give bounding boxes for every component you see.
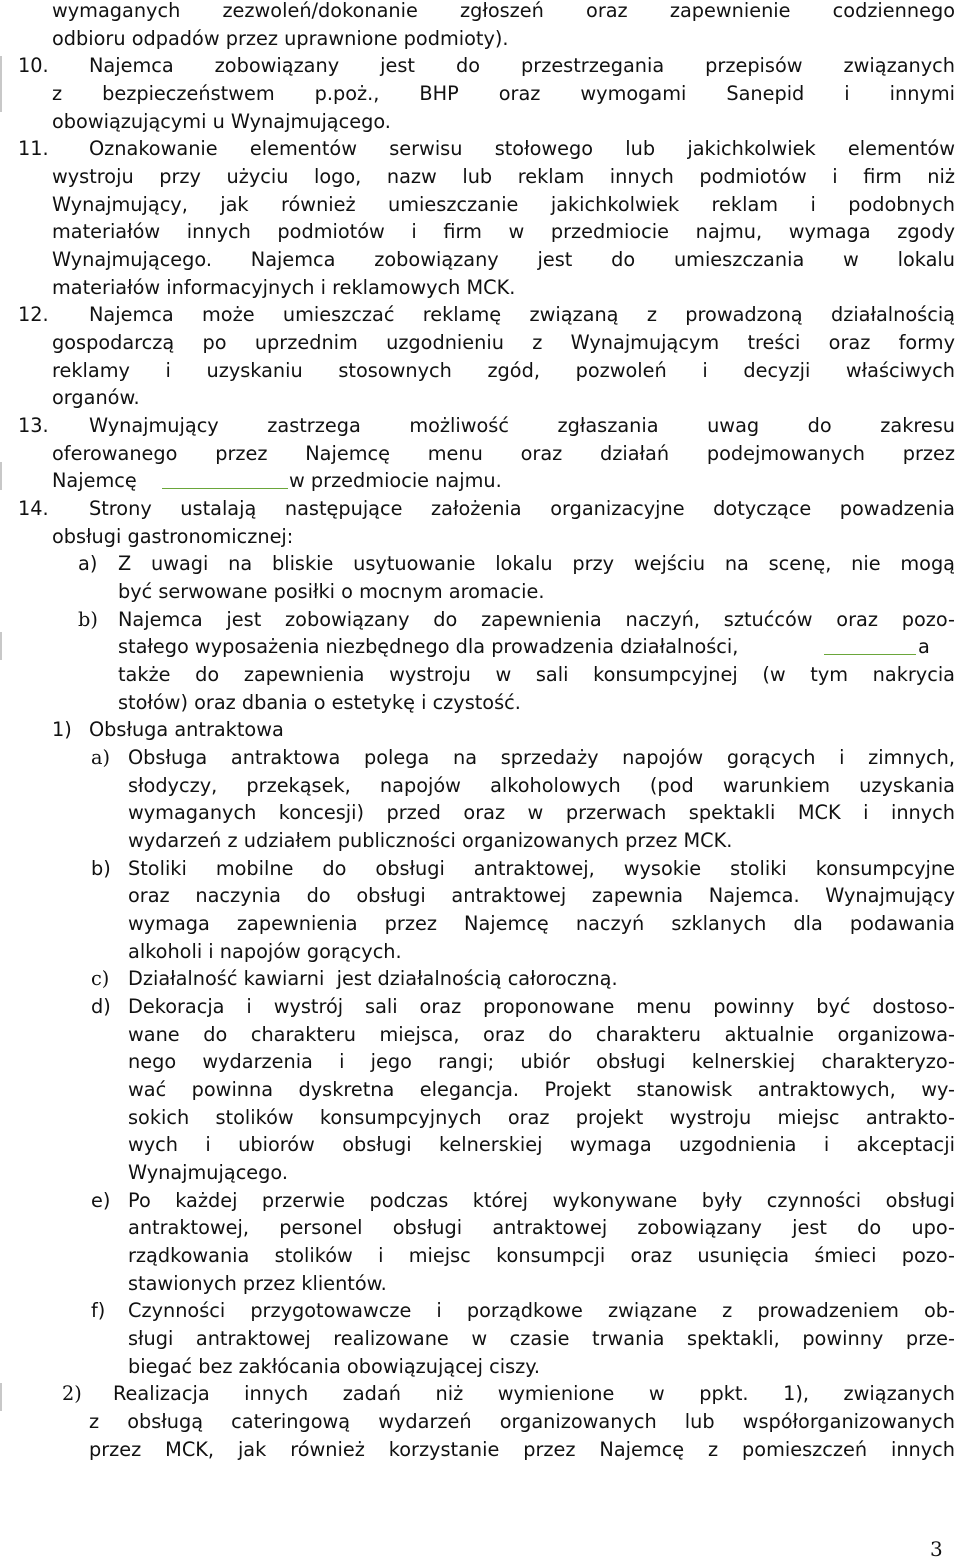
text-line: także do zapewnienia wystroju w sali konsumpcyjnej (w tym nakrycia: [118, 663, 955, 686]
text-line: reklamy i uzyskaniu stosownych zgód, pozwoleń i decyzji właściwych: [52, 359, 955, 382]
text-line: Oznakowanie elementów serwisu stołowego lub jakichkolwiek elementów: [89, 137, 955, 160]
paragraph-line: [0, 855, 960, 883]
text-line: organów.: [52, 386, 140, 409]
paragraph-line: [0, 1325, 960, 1353]
item-number: 12.: [18, 303, 49, 326]
text-line: Czynności przygotowawcze i porządkowe związane z prowadzeniem ob-: [128, 1299, 955, 1322]
text-line: odbioru odpadów przez uprawnione podmioty).: [52, 27, 509, 50]
page-number: 3: [930, 1537, 943, 1561]
text-line: Wynajmującego.: [128, 1161, 288, 1184]
paragraph-line: [0, 412, 960, 440]
text-line: być serwowane posiłki o mocnym aromacie.: [118, 580, 545, 603]
text-line: Najemca jest zobowiązany do zapewnienia naczyń, sztućców oraz pozo-: [118, 608, 955, 631]
text-line: wych i ubiorów obsługi kelnerskiej wymaga uzgodnienia i akceptacji: [128, 1133, 955, 1156]
paragraph-line: [0, 578, 960, 606]
text-line: oferowanego przez Najemcę menu oraz działań podejmowanych przez: [52, 442, 955, 465]
item-number: 11.: [18, 137, 49, 160]
item-number: 13.: [18, 414, 49, 437]
paragraph-line: [0, 744, 960, 772]
paragraph-line: [0, 25, 960, 53]
fill-in-blank: [162, 467, 288, 489]
paragraph-line: [0, 1076, 960, 1104]
paragraph-line: [0, 329, 960, 357]
paragraph-line: [0, 1353, 960, 1381]
item-label: c): [91, 967, 110, 990]
text-line: przez MCK, jak również korzystanie przez Najemcę z pomieszczeń innych: [89, 1438, 955, 1461]
paragraph-line: [0, 163, 960, 191]
paragraph-line: [0, 1159, 960, 1187]
paragraph-line: [0, 550, 960, 578]
paragraph-line: [0, 1021, 960, 1049]
paragraph-line: [0, 1436, 960, 1464]
paragraph-line: [0, 716, 960, 744]
text-line: w przedmiocie najmu.: [289, 469, 502, 492]
item-label: 1): [52, 718, 72, 741]
text-line: wać powinna dyskretna elegancja. Projekt stanowisk antraktowych, wy-: [128, 1078, 955, 1101]
text-line: gospodarczą po uprzednim uzgodnieniu z Wynajmującym treści oraz formy: [52, 331, 955, 354]
paragraph-line: [0, 827, 960, 855]
item-label: 2): [62, 1382, 82, 1405]
paragraph-line: [0, 467, 960, 495]
text-line: Najemca zobowiązany jest do przestrzegania przepisów związanych: [89, 54, 955, 77]
item-label: b): [91, 857, 111, 880]
paragraph-line: [0, 1104, 960, 1132]
paragraph-line: [0, 965, 960, 993]
item-label: e): [91, 1189, 111, 1212]
text-line: biegać bez zakłócania obowiązującej ciszy.: [128, 1355, 541, 1378]
text-line: Obsługa antraktowa polega na sprzedaży napojów gorących i zimnych,: [128, 746, 955, 769]
paragraph-line: [0, 910, 960, 938]
text-line: sługi antraktowej realizowane w czasie trwania spektakli, powinny prze-: [128, 1327, 955, 1350]
paragraph-line: [0, 246, 960, 274]
text-line: Dekoracja i wystrój sali oraz proponowane menu powinny być dostoso-: [128, 995, 955, 1018]
text-line: Działalność kawiarni jest działalnością całoroczną.: [128, 967, 618, 990]
text-line: słodyczy, przekąsek, napojów alkoholowych (pod warunkiem uzyskania: [128, 774, 955, 797]
text-line: Najemcę: [52, 469, 137, 492]
text-line: wymaganych koncesji) przed oraz w przerwach spektakli MCK i innych: [128, 801, 955, 824]
text-line: Najemca może umieszczać reklamę związaną z prowadzoną działalnością: [89, 303, 955, 326]
paragraph-line: [0, 938, 960, 966]
text-line: Wynajmujący zastrzega możliwość zgłaszania uwag do zakresu: [89, 414, 955, 437]
text-line: nego wydarzenia i jego rangi; ubiór obsługi kelnerskiej charakteryzo-: [128, 1050, 955, 1073]
paragraph-line: [0, 0, 960, 25]
text-line: stawionych przez klientów.: [128, 1272, 387, 1295]
text-line: Strony ustalają następujące założenia organizacyjne dotyczące powadzenia: [89, 497, 955, 520]
text-line: Z uwagi na bliskie usytuowanie lokalu przy wejściu na scenę, nie mogą: [118, 552, 955, 575]
item-label: b): [78, 608, 98, 631]
text-line: stałego wyposażenia niezbędnego dla prowadzenia działalności,: [118, 635, 739, 658]
paragraph-line: [0, 633, 960, 661]
paragraph-line: [0, 1187, 960, 1215]
text-line: materiałów innych podmiotów i firm w przedmiocie najmu, wymaga zgody: [52, 220, 955, 243]
section-heading: Obsługa antraktowa: [89, 718, 284, 741]
paragraph-line: [0, 606, 960, 634]
paragraph-line: [0, 523, 960, 551]
paragraph-line: [0, 1380, 960, 1408]
text-line: wymaganych zezwoleń/dokonanie zgłoszeń oraz zapewnienie codziennego: [52, 0, 955, 22]
text-line: Wynajmujący, jak również umieszczanie jakichkolwiek reklam i podobnych: [52, 193, 955, 216]
paragraph-line: [0, 1131, 960, 1159]
paragraph-line: [0, 1242, 960, 1270]
item-label: a): [78, 552, 98, 575]
paragraph-line: [0, 689, 960, 717]
paragraph-line: [0, 357, 960, 385]
paragraph-line: [0, 882, 960, 910]
text-line: rządkowania stolików i miejsc konsumpcji oraz usunięcia śmieci pozo-: [128, 1244, 955, 1267]
text-line: z obsługą cateringową wydarzeń organizowanych lub współorganizowanych: [89, 1410, 955, 1433]
paragraph-line: [0, 1270, 960, 1298]
text-line: Realizacja innych zadań niż wymienione w ppkt. 1), związanych: [113, 1382, 955, 1405]
text-line: z bezpieczeństwem p.poż., BHP oraz wymogami Sanepid i innymi: [52, 82, 955, 105]
paragraph-line: [0, 993, 960, 1021]
paragraph-line: [0, 191, 960, 219]
text-line: wystroju przy użyciu logo, nazw lub reklam innych podmiotów i firm niż: [52, 165, 955, 188]
item-label: a): [91, 746, 111, 769]
text-line: antraktowej, personel obsługi antraktowej zobowiązany jest do upo-: [128, 1216, 955, 1239]
paragraph-line: [0, 135, 960, 163]
paragraph-line: [0, 301, 960, 329]
item-label: f): [91, 1299, 106, 1322]
paragraph-line: [0, 1408, 960, 1436]
paragraph-line: [0, 80, 960, 108]
text-line: Po każdej przerwie podczas której wykonywane były czynności obsługi: [128, 1189, 955, 1212]
item-number: 10.: [18, 54, 49, 77]
text-line: obowiązującymi u Wynajmującego.: [52, 110, 391, 133]
paragraph-line: [0, 772, 960, 800]
text-line: wymaga zapewnienia przez Najemcę naczyń szklanych dla podawania: [128, 912, 955, 935]
text-line: Wynajmującego. Najemca zobowiązany jest do umieszczania w lokalu: [52, 248, 955, 271]
paragraph-line: [0, 108, 960, 136]
paragraph-line: [0, 52, 960, 80]
paragraph-line: [0, 1048, 960, 1076]
item-label: d): [91, 995, 111, 1018]
paragraph-line: [0, 218, 960, 246]
paragraph-line: [0, 274, 960, 302]
paragraph-line: [0, 799, 960, 827]
paragraph-line: [0, 1214, 960, 1242]
fill-in-blank: [824, 633, 916, 655]
text-line: wane do charakteru miejsca, oraz do charakteru aktualnie organizowa-: [128, 1023, 955, 1046]
text-line: alkoholi i napojów gorących.: [128, 940, 402, 963]
text-line: obsługi gastronomicznej:: [52, 525, 294, 548]
text-line: wydarzeń z udziałem publiczności organizowanych przez MCK.: [128, 829, 733, 852]
text-line: a: [918, 635, 930, 658]
item-number: 14.: [18, 497, 49, 520]
text-line: Stoliki mobilne do obsługi antraktowej, wysokie stoliki konsumpcyjne: [128, 857, 955, 880]
paragraph-line: [0, 1297, 960, 1325]
text-line: stołów) oraz dbania o estetykę i czystość.: [118, 691, 521, 714]
text-line: oraz naczynia do obsługi antraktowej zapewnia Najemca. Wynajmujący: [128, 884, 955, 907]
paragraph-line: [0, 384, 960, 412]
paragraph-line: [0, 440, 960, 468]
text-line: materiałów informacyjnych i reklamowych MCK.: [52, 276, 516, 299]
paragraph-line: [0, 495, 960, 523]
paragraph-line: [0, 661, 960, 689]
text-line: sokich stolików konsumpcyjnych oraz projekt wystroju miejsc antrakto-: [128, 1106, 955, 1129]
